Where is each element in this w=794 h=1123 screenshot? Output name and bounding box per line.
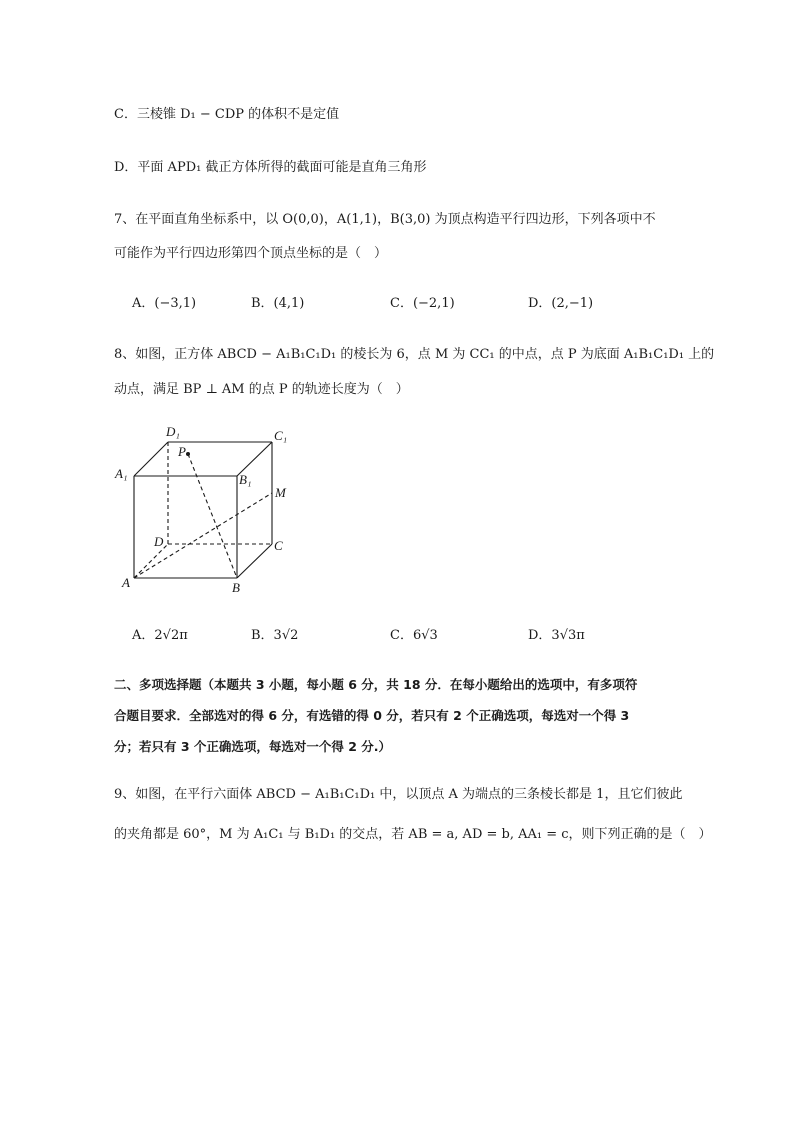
label-m: M: [275, 485, 286, 500]
label-a1: A₁: [115, 466, 128, 481]
q7-option-d: D．(2,−1): [528, 296, 594, 311]
q8-option-b: B．3√2: [251, 628, 299, 643]
section-2-heading-line1: 二、多项选择题（本题共 3 小题，每小题 6 分，共 18 分．在每小题给出的选项中，有多项符: [114, 677, 638, 692]
q7-option-b: B．(4,1): [251, 296, 305, 311]
label-a: A: [122, 575, 130, 590]
q7-stem-line2: 可能作为平行四边形第四个顶点坐标的是（ ）: [114, 246, 388, 261]
q9-stem-line1: 9、如图，在平行六面体 ABCD − A₁B₁C₁D₁ 中，以顶点 A 为端点的三条棱长都是 1，且它们彼此: [114, 787, 683, 802]
label-b1: B₁: [239, 472, 252, 487]
cube-figure: [112, 420, 302, 600]
q8-option-d: D．3√3π: [528, 628, 585, 643]
q8-option-c: C．6√3: [390, 628, 438, 643]
q8-option-a: A．2√2π: [132, 628, 188, 643]
label-p: P: [178, 444, 186, 459]
label-b: B: [232, 580, 240, 595]
q7-stem-line1: 7、在平面直角坐标系中，以 O(0,0)，A(1,1)，B(3,0) 为顶点构造平行四边形，下列各项中不: [114, 212, 656, 227]
label-c1: C₁: [274, 428, 288, 443]
q6-option-d: D．平面 APD₁ 截正方体所得的截面可能是直角三角形: [114, 160, 427, 175]
q7-option-a: A．(−3,1): [132, 296, 197, 311]
q8-stem-line1: 8、如图，正方体 ABCD − A₁B₁C₁D₁ 的棱长为 6，点 M 为 CC₁ 的中点，点 P 为底面 A₁B₁C₁D₁ 上的: [114, 347, 715, 362]
q6-option-c: C．三棱锥 D₁ − CDP 的体积不是定值: [114, 107, 340, 122]
label-c: C: [274, 538, 283, 553]
q9-stem-line2: 的夹角都是 60°，M 为 A₁C₁ 与 B₁D₁ 的交点，若 AB = a, AD = b, AA₁ = c，则下列正确的是（ ）: [114, 827, 712, 842]
q8-stem-line2: 动点，满足 BP ⊥ AM 的点 P 的轨迹长度为（ ）: [114, 382, 409, 397]
label-d1: D₁: [166, 424, 180, 439]
section-2-heading-line3: 分；若只有 3 个正确选项，每选对一个得 2 分.）: [114, 739, 392, 754]
section-2-heading-line2: 合题目要求．全部选对的得 6 分，有选错的得 0 分，若只有 2 个正确选项，每选对一个得 3: [114, 708, 630, 723]
label-d: D: [154, 534, 164, 549]
q7-option-c: C．(−2,1): [390, 296, 455, 311]
